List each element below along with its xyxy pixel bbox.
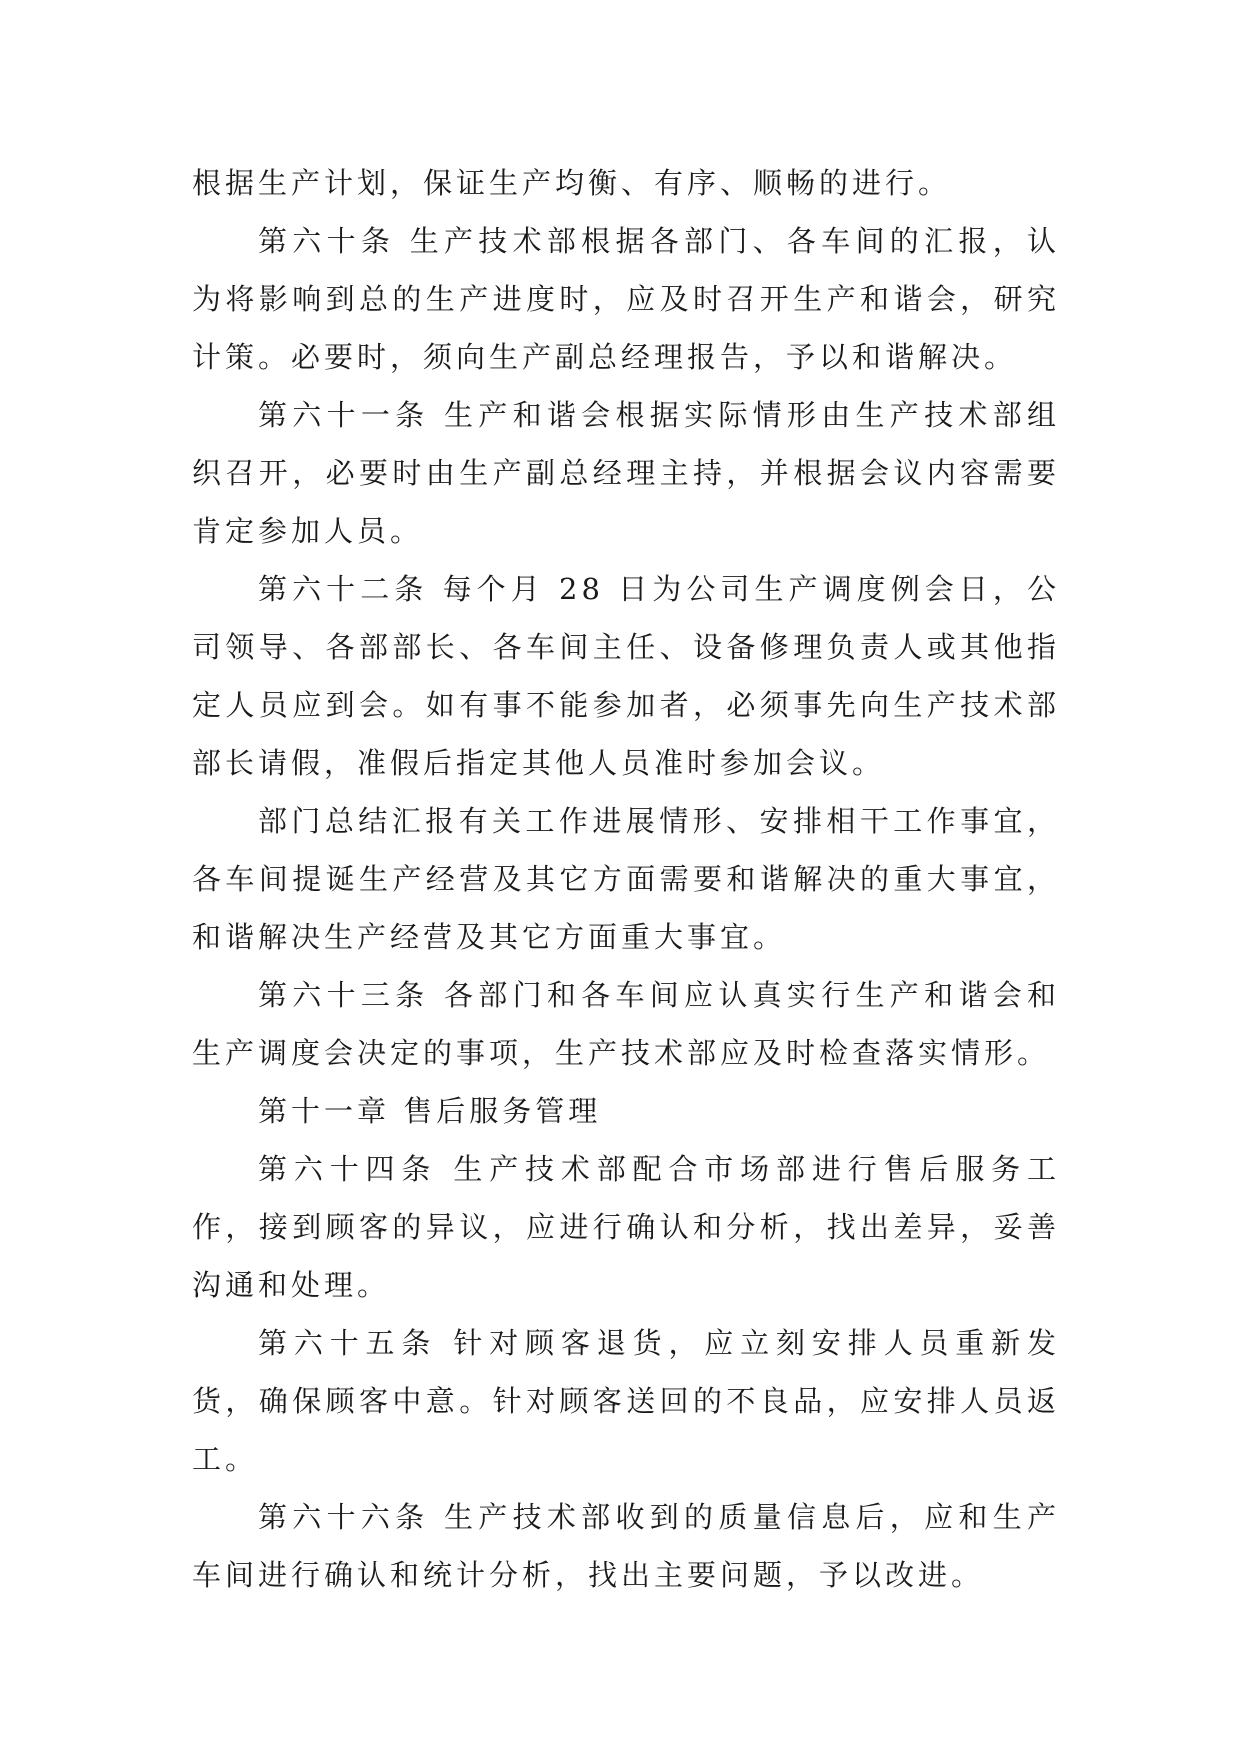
paragraph-article-61: 第六十一条 生产和谐会根据实际情形由生产技术部组织召开，必要时由生产副总经理主持，并根据会议内容需要肯定参加人员。 — [192, 398, 1060, 548]
paragraph-department-summary: 部门总结汇报有关工作进展情形、安排相干工作事宜，各车间提诞生产经营及其它方面需要和谐解决的重大事宜，和谐解决生产经营及其它方面重大事宜。 — [192, 804, 1060, 954]
document-body — [192, 154, 1060, 1604]
paragraph-article-62: 第六十二条 每个月 28 日为公司生产调度例会日，公司领导、各部部长、各车间主任、设备修理负责人或其他指定人员应到会。如有事不能参加者，必须事先向生产技术部部长请假，准假后指定其他人员准时参加会议。 — [192, 572, 1060, 780]
paragraph-article-64: 第六十四条 生产技术部配合市场部进行售后服务工作，接到顾客的异议，应进行确认和分析，找出差异，妥善沟通和处理。 — [192, 1152, 1060, 1302]
paragraph-article-66: 第六十六条 生产技术部收到的质量信息后，应和生产车间进行确认和统计分析，找出主要问题，予以改进。 — [192, 1500, 1060, 1592]
paragraph-continuation: 根据生产计划，保证生产均衡、有序、顺畅的进行。 — [192, 166, 952, 200]
paragraph-article-65: 第六十五条 针对顾客退货，应立刻安排人员重新发货，确保顾客中意。针对顾客送回的不良品，应安排人员返工。 — [192, 1326, 1060, 1476]
paragraph-article-63: 第六十三条 各部门和各车间应认真实行生产和谐会和生产调度会决定的事项，生产技术部应及时检查落实情形。 — [192, 978, 1060, 1070]
chapter-heading-11: 第十一章 售后服务管理 — [258, 1094, 602, 1128]
paragraph-article-60: 第六十条 生产技术部根据各部门、各车间的汇报，认为将影响到总的生产进度时，应及时召开生产和谐会，研究计策。必要时，须向生产副总经理报告，予以和谐解决。 — [192, 224, 1060, 374]
